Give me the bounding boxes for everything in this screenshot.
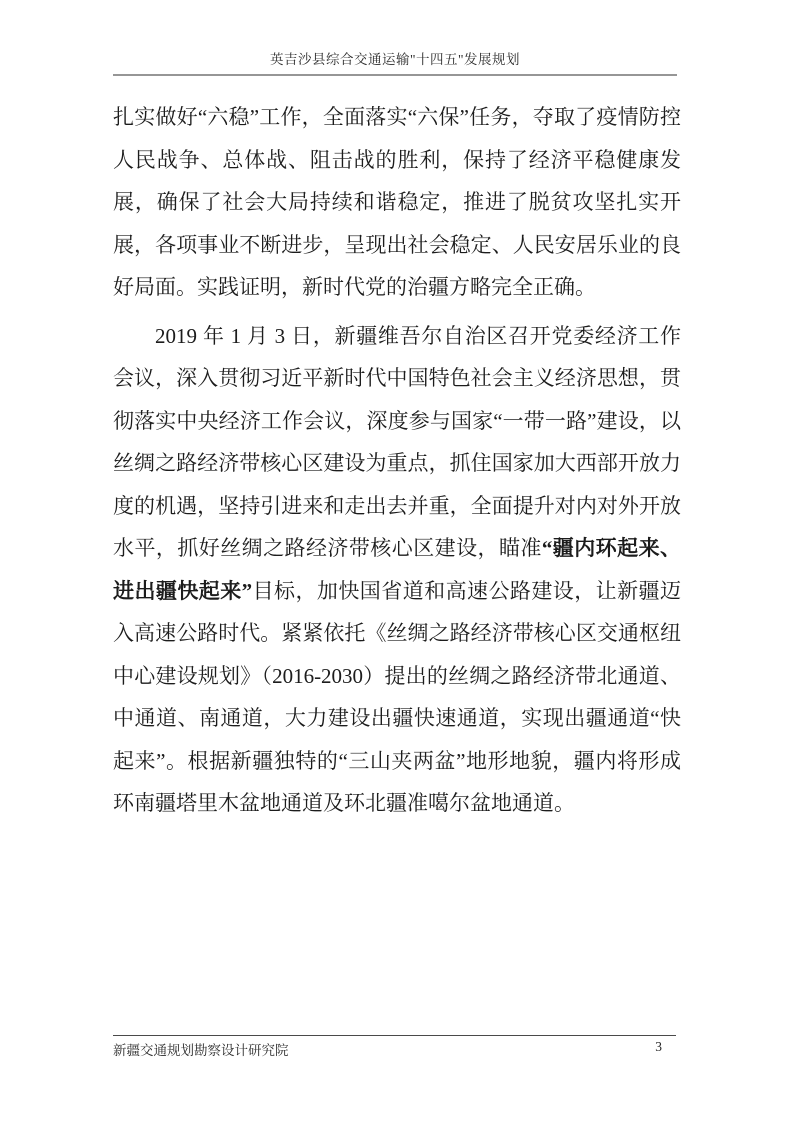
footer-page-number: 3: [655, 1039, 662, 1054]
paragraph-text: 目标，加快国省道和高速公路建设，让新疆迈入高速公路时代。紧紧依托《丝绸之路经济带核心区交通枢纽中心建设规划》（2016-2030）提出的丝绸之路经济带北通道、中通道、南通道，大力建设出疆快速通道，实现出疆通道“快起来”。根据新疆独特的“三山夹两盆”地形地貌，疆内将形成环南疆塔里木盆地通道及环北疆准噶尔盆地通道。: [113, 578, 682, 815]
header-title: 英吉沙县综合交通运输"十四五"发展规划: [269, 52, 521, 67]
paragraph-text: 扎实做好“六稳”工作，全面落实“六保”任务，夺取了疫情防控人民战争、总体战、阻击战的胜利，保持了经济平稳健康发展，确保了社会大局持续和谐稳定，推进了脱贫攻坚扎实开展，各项事业不断进步，呈现出社会稳定、人民安居乐业的良好局面。实践证明，新时代党的治疆方略完全正确。: [113, 105, 681, 299]
page-footer: [113, 1039, 676, 1059]
document-body: [113, 96, 681, 831]
paragraph: [113, 315, 681, 825]
emphasized-text: “疆内环起来、进出疆快起来”: [113, 536, 682, 603]
footer-organization: 新疆交通规划勘察设计研究院: [113, 1043, 289, 1058]
header-rule: [113, 74, 677, 76]
paragraph-continuation: [113, 96, 681, 309]
footer-rule: [113, 1035, 676, 1036]
paragraph-text: 2019 年 1 月 3 日，新疆维吾尔自治区召开党委经济工作会议，深入贯彻习近平新时代中国特色社会主义经济思想，贯彻落实中央经济工作会议，深度参与国家“一带一路”建设，以丝绸之路经济带核心区建设为重点，抓住国家加大西部开放力度的机遇，坚持引进来和走出去并重，全面提升对内对外开放水平，抓好丝绸之路经济带核心区建设，瞄准: [113, 323, 681, 560]
